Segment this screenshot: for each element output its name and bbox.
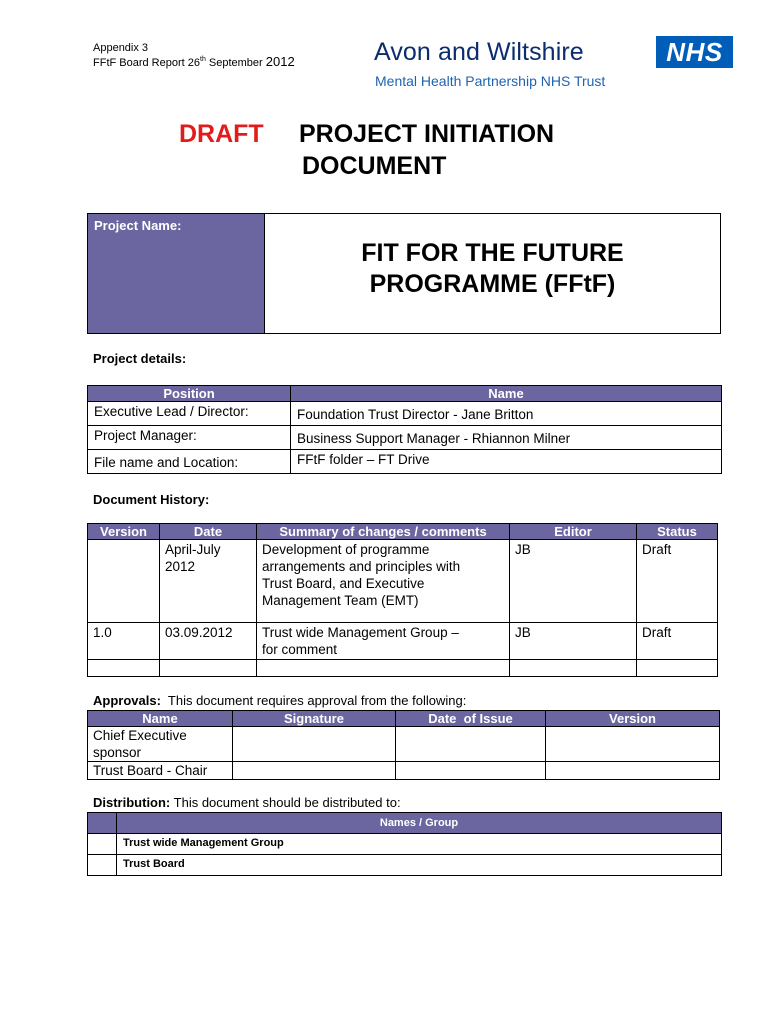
history-header-status: Status [637,524,718,540]
details-position: Executive Lead / Director: [88,402,291,426]
trust-logo-subtitle: Mental Health Partnership NHS Trust [375,73,606,89]
approvals-signature [233,762,396,780]
approvals-label-bold: Approvals: [93,693,161,708]
report-prefix: FFtF Board Report 26 [93,57,200,69]
approvals-name: Trust Board - Chair [88,762,233,780]
project-name-value [265,214,720,333]
document-title-line2: DOCUMENT [302,152,447,180]
approvals-date [396,727,546,762]
trust-logo-name: Avon and Wiltshire [374,38,584,66]
details-position: Project Manager: [88,426,291,450]
history-status: Draft [637,623,718,660]
distribution-name: Trust wide Management Group [117,834,722,855]
appendix-header [93,41,295,70]
history-version [88,540,160,623]
approvals-version [546,727,720,762]
details-name: Business Support Manager - Rhiannon Milner [291,426,722,450]
details-name: Foundation Trust Director - Jane Britton [291,402,722,426]
history-header-row [88,524,718,540]
project-name-label: Project Name: [88,214,265,333]
approvals-header-row [88,711,720,727]
distribution-header-row [88,813,722,834]
document-history-label: Document History: [93,492,210,507]
history-editor [510,660,637,677]
history-summary: Trust wide Management Group – for comment [257,623,510,660]
details-position: File name and Location: [88,450,291,474]
history-date: 03.09.2012 [160,623,257,660]
table-row [88,426,722,450]
approvals-name: Chief Executive sponsor [88,727,233,762]
distribution-header-blank [88,813,117,834]
approvals-label-text: This document requires approval from the following: [160,693,467,708]
history-summary: Development of programme arrangements and principles with Trust Board, and Executive Management Team (EMT) [257,540,510,623]
history-version [88,660,160,677]
details-header-position: Position [88,386,291,402]
history-header-date: Date [160,524,257,540]
history-header-summary: Summary of changes / comments [257,524,510,540]
project-details-label: Project details: [93,351,187,366]
distribution-header-names: Names / Group [117,813,722,834]
report-month: September [205,57,266,69]
history-status: Draft [637,540,718,623]
details-header-name: Name [291,386,722,402]
history-version: 1.0 [88,623,160,660]
history-header-version: Version [88,524,160,540]
distribution-label-bold: Distribution: [93,795,171,810]
distribution-blank-cell [88,834,117,855]
table-row [88,855,722,876]
approvals-label [93,693,466,708]
document-history-table [87,523,718,677]
distribution-blank-cell [88,855,117,876]
approvals-header-version: Version [546,711,720,727]
table-row [88,623,718,660]
table-row [88,834,722,855]
draft-label: DRAFT [179,120,264,148]
details-header-row [88,386,722,402]
history-header-editor: Editor [510,524,637,540]
history-editor: JB [510,623,637,660]
approvals-header-signature: Signature [233,711,396,727]
history-status [637,660,718,677]
table-row [88,762,720,780]
approvals-header-date: Date of Issue [396,711,546,727]
distribution-table [87,812,722,876]
distribution-name: Trust Board [117,855,722,876]
distribution-label [93,795,401,810]
approvals-header-name: Name [88,711,233,727]
approvals-version [546,762,720,780]
project-name-box [87,213,721,334]
report-line [93,55,295,70]
table-row [88,660,718,677]
table-row [88,727,720,762]
nhs-logo: NHS [656,36,733,68]
appendix-label: Appendix 3 [93,42,149,54]
report-year: 2012 [265,54,295,69]
approvals-table [87,710,720,780]
history-date [160,660,257,677]
distribution-label-text: This document should be distributed to: [170,795,401,810]
history-summary [257,660,510,677]
project-name-line2: PROGRAMME (FFtF) [369,270,616,298]
project-details-table [87,385,722,474]
details-name: FFtF folder – FT Drive [291,450,722,474]
approvals-date [396,762,546,780]
table-row [88,402,722,426]
document-title-line1: PROJECT INITIATION [299,120,555,148]
approvals-signature [233,727,396,762]
report-sup: th [200,56,206,63]
history-date: April-July 2012 [160,540,257,623]
project-name-line1: FIT FOR THE FUTURE [361,239,624,267]
history-editor: JB [510,540,637,623]
table-row [88,450,722,474]
table-row [88,540,718,623]
